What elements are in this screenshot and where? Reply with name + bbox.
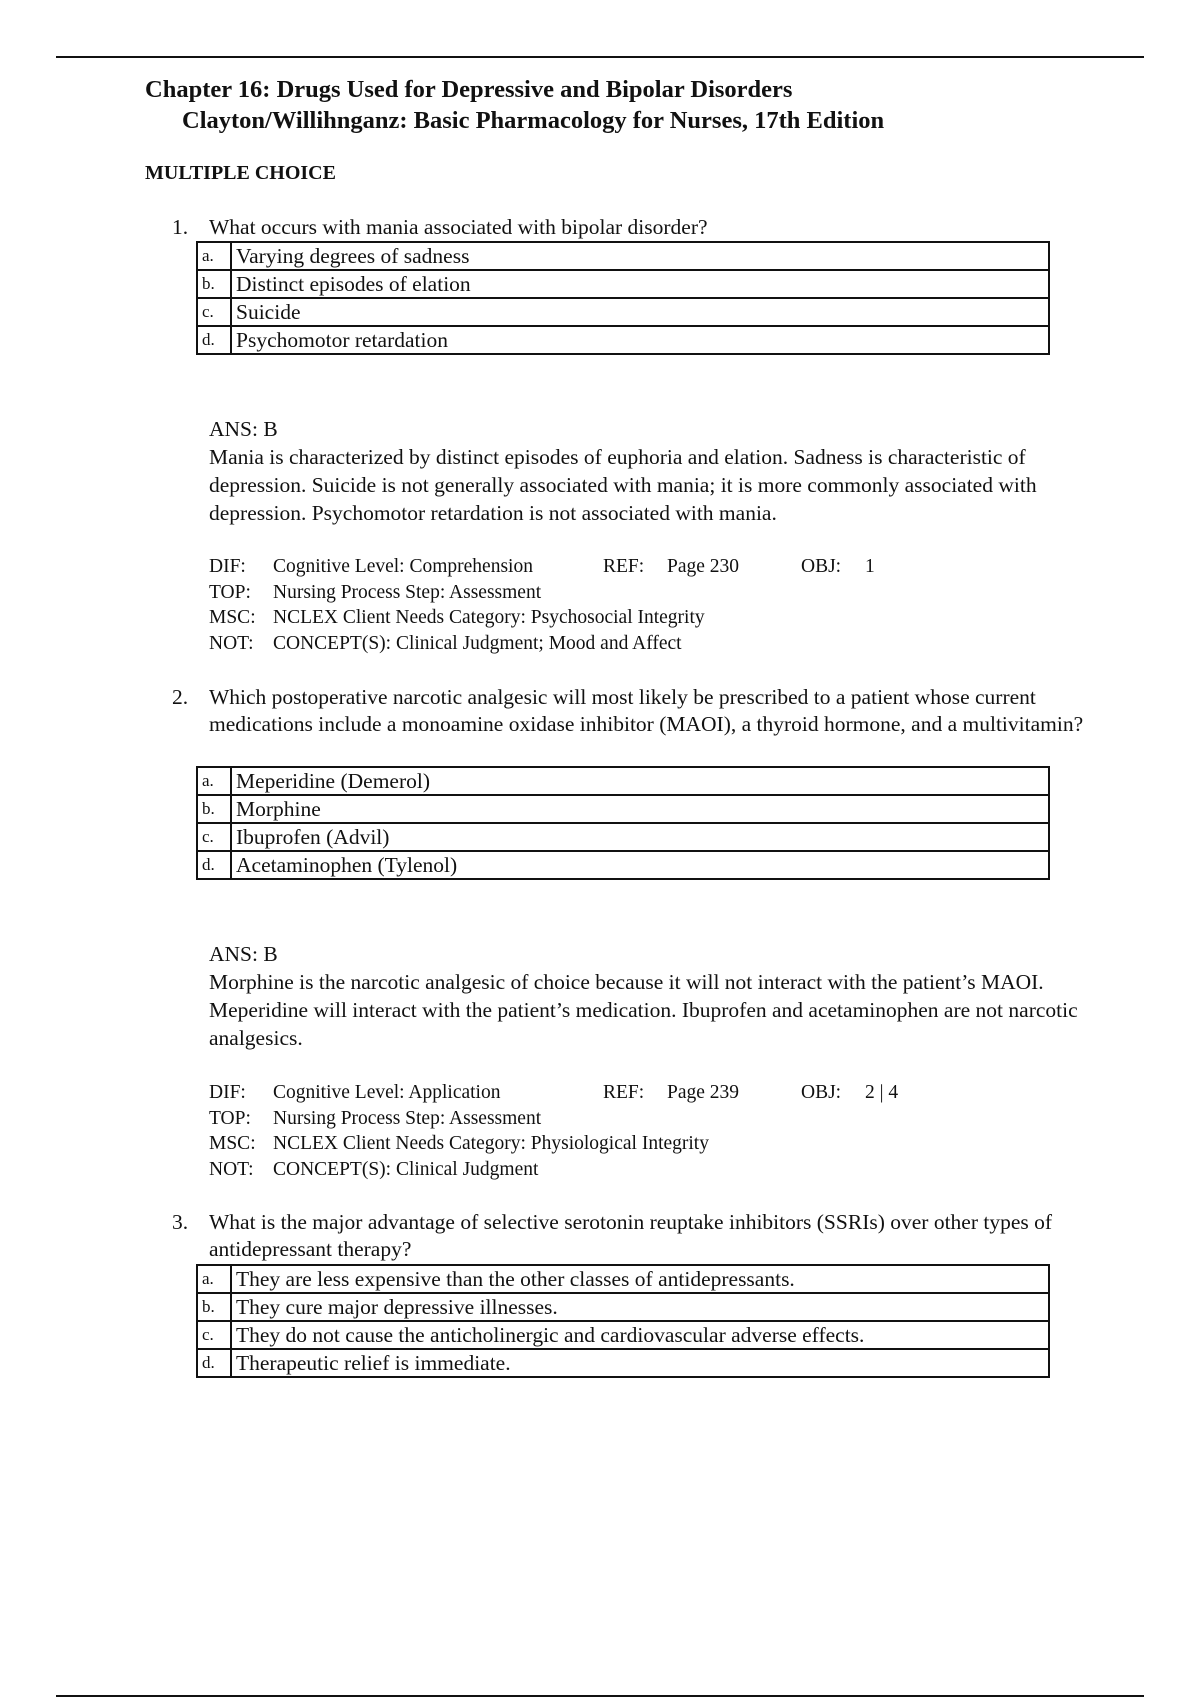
- top-label: TOP:: [209, 581, 251, 603]
- ref-value: Page 239: [667, 1082, 740, 1103]
- msc-value: NCLEX Client Needs Category: Psychosocial Integrity: [273, 607, 705, 628]
- obj-value: 1: [865, 556, 875, 577]
- question-text: What is the major advantage of selective serotonin reuptake inhibitors (SSRIs) over other types of antidepressant therapy?: [209, 1210, 1053, 1261]
- chapter-title: Chapter 16: Drugs Used for Depressive and Bipolar Disorders: [145, 76, 793, 103]
- choice-text: Distinct episodes of elation: [231, 270, 1049, 298]
- top-value: Nursing Process Step: Assessment: [273, 581, 542, 603]
- answer-key: ANS: B: [209, 942, 278, 966]
- choice-letter: b.: [197, 1293, 231, 1321]
- choice-text: Varying degrees of sadness: [231, 242, 1049, 270]
- top-value: Nursing Process Step: Assessment: [273, 1107, 542, 1129]
- choices-table: [196, 1264, 1050, 1378]
- choice-text: Acetaminophen (Tylenol): [231, 851, 1049, 879]
- choice-text: Meperidine (Demerol): [231, 767, 1049, 795]
- top-label: TOP:: [209, 1107, 251, 1129]
- obj-value: 2 | 4: [865, 1082, 899, 1103]
- choice-row[interactable]: [197, 851, 1049, 879]
- choice-row[interactable]: [197, 298, 1049, 326]
- choice-row[interactable]: [197, 767, 1049, 795]
- choice-row[interactable]: [197, 326, 1049, 354]
- choice-row[interactable]: [197, 823, 1049, 851]
- ref-value: Page 230: [667, 556, 740, 577]
- question-text: What occurs with mania associated with bipolar disorder?: [209, 215, 708, 239]
- dif-value: Cognitive Level: Comprehension: [273, 556, 533, 577]
- choice-letter: c.: [197, 298, 231, 326]
- msc-value: NCLEX Client Needs Category: Physiological Integrity: [273, 1133, 709, 1154]
- choice-text: They are less expensive than the other classes of antidepressants.: [231, 1265, 1049, 1293]
- choice-letter: c.: [197, 1321, 231, 1349]
- choice-letter: b.: [197, 270, 231, 298]
- not-value: CONCEPT(S): Clinical Judgment; Mood and Affect: [273, 632, 682, 654]
- choice-row[interactable]: [197, 1293, 1049, 1321]
- choices-table: [196, 766, 1050, 880]
- book-title: Clayton/Willihnganz: Basic Pharmacology for Nurses, 17th Edition: [182, 107, 885, 134]
- choice-letter: a.: [197, 242, 231, 270]
- answer-key: ANS: B: [209, 417, 278, 441]
- choice-text: Psychomotor retardation: [231, 326, 1049, 354]
- obj-label: OBJ:: [801, 556, 842, 577]
- answer-rationale: Morphine is the narcotic analgesic of choice because it will not interact with the patient’s MAOI. Meperidine will interact with the patient’s medication. Ibuprofen and acetaminophen are not narcotic analgesics.: [209, 970, 1078, 1050]
- choice-letter: a.: [197, 767, 231, 795]
- top-rule: [56, 56, 1144, 58]
- dif-label: DIF:: [209, 556, 246, 577]
- obj-label: OBJ:: [801, 1082, 842, 1103]
- choice-text: Suicide: [231, 298, 1049, 326]
- choice-letter: b.: [197, 795, 231, 823]
- ref-label: REF:: [603, 556, 645, 577]
- ref-label: REF:: [603, 1082, 645, 1103]
- question-number: 3.: [172, 1210, 189, 1234]
- dif-label: DIF:: [209, 1082, 246, 1103]
- choice-text: Therapeutic relief is immediate.: [231, 1349, 1049, 1377]
- choice-text: They do not cause the anticholinergic and cardiovascular adverse effects.: [231, 1321, 1049, 1349]
- not-value: CONCEPT(S): Clinical Judgment: [273, 1158, 539, 1180]
- choice-row[interactable]: [197, 1321, 1049, 1349]
- question-number: 1.: [172, 215, 189, 239]
- choices-table: [196, 241, 1050, 355]
- choice-row[interactable]: [197, 1265, 1049, 1293]
- choice-letter: d.: [197, 326, 231, 354]
- not-label: NOT:: [209, 1158, 254, 1180]
- choice-letter: d.: [197, 851, 231, 879]
- choice-letter: a.: [197, 1265, 231, 1293]
- question-text: Which postoperative narcotic analgesic will most likely be prescribed to a patient whose current medications include a monoamine oxidase inhibitor (MAOI), a thyroid hormone, and a multivitamin?: [209, 685, 1084, 736]
- msc-label: MSC:: [209, 1133, 256, 1154]
- bottom-rule: [56, 1695, 1144, 1697]
- choice-row[interactable]: [197, 242, 1049, 270]
- not-label: NOT:: [209, 632, 254, 654]
- choice-text: Morphine: [231, 795, 1049, 823]
- answer-rationale: Mania is characterized by distinct episodes of euphoria and elation. Sadness is characteristic of depression. Suicide is not generally associated with mania; it is more commonly associated with depression. Psychomotor retardation is not associated with mania.: [209, 445, 1037, 525]
- choice-row[interactable]: [197, 1349, 1049, 1377]
- choice-row[interactable]: [197, 270, 1049, 298]
- choice-text: Ibuprofen (Advil): [231, 823, 1049, 851]
- choice-letter: d.: [197, 1349, 231, 1377]
- question-number: 2.: [172, 685, 189, 709]
- choice-text: They cure major depressive illnesses.: [231, 1293, 1049, 1321]
- dif-value: Cognitive Level: Application: [273, 1082, 501, 1103]
- choice-row[interactable]: [197, 795, 1049, 823]
- msc-label: MSC:: [209, 607, 256, 628]
- section-heading: MULTIPLE CHOICE: [145, 162, 336, 184]
- choice-letter: c.: [197, 823, 231, 851]
- page-title: [145, 74, 884, 136]
